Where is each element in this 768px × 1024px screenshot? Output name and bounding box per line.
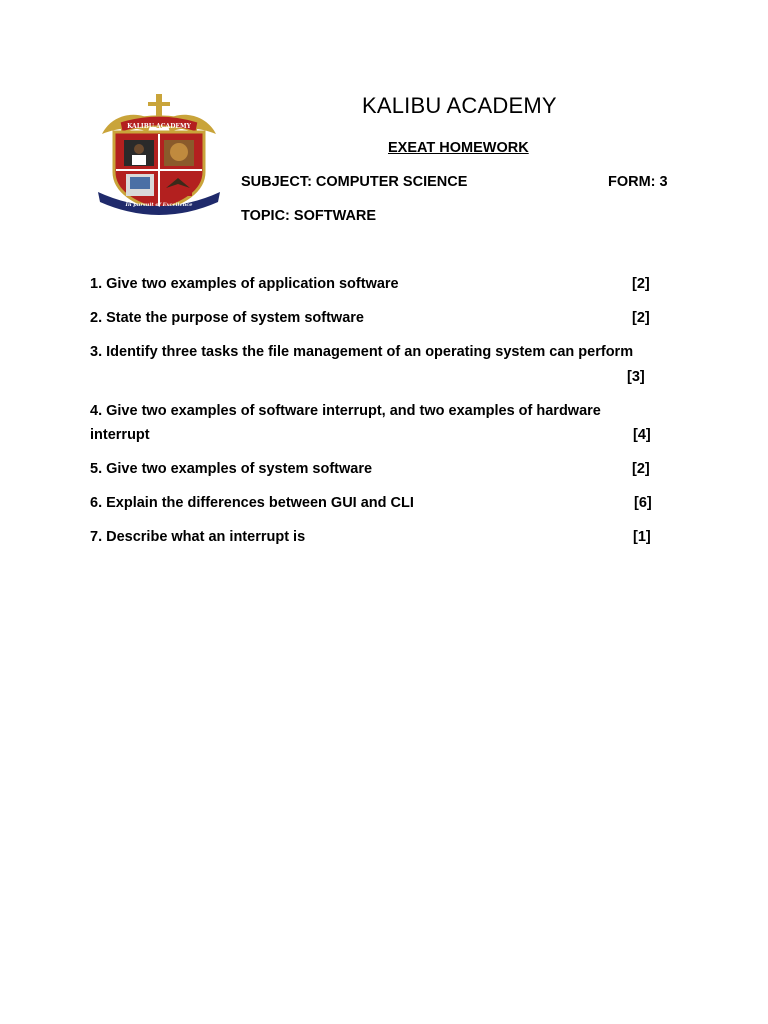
question-4-continued: interrupt [90,427,150,443]
question-5: 5. Give two examples of system software [90,461,373,477]
eagle-icon [164,174,192,196]
school-name: KALIBU ACADEMY [362,93,557,118]
question-2-marks: [2] [632,310,650,326]
question-4-marks: [4] [633,427,651,443]
question-6-marks: [6] [634,495,652,511]
question-6: 6. Explain the differences between GUI and CLI [90,495,414,511]
form-line: FORM: 3 [608,174,668,190]
question-3: 3. Identify three tasks the file management of an operating system can perform [90,344,634,360]
banner-text: KALIBU ACADEMY [127,123,191,130]
question-1-marks: [2] [632,276,650,292]
crest-emblem [92,92,226,218]
school-crest-logo [92,92,226,218]
document-type: EXEAT HOMEWORK [388,140,529,156]
question-7: 7. Describe what an interrupt is [90,529,306,545]
motto-text: In pursuit of Excellence [125,202,193,208]
question-5-marks: [2] [632,461,650,477]
question-2: 2. State the purpose of system software [90,310,364,326]
question-3-marks: [3] [627,369,645,385]
question-1: 1. Give two examples of application software [90,276,399,292]
subject-line: SUBJECT: COMPUTER SCIENCE [241,174,468,190]
topic-line: TOPIC: SOFTWARE [241,208,377,224]
question-7-marks: [1] [633,529,651,545]
question-4: 4. Give two examples of software interrupt, and two examples of hardware [90,403,601,419]
